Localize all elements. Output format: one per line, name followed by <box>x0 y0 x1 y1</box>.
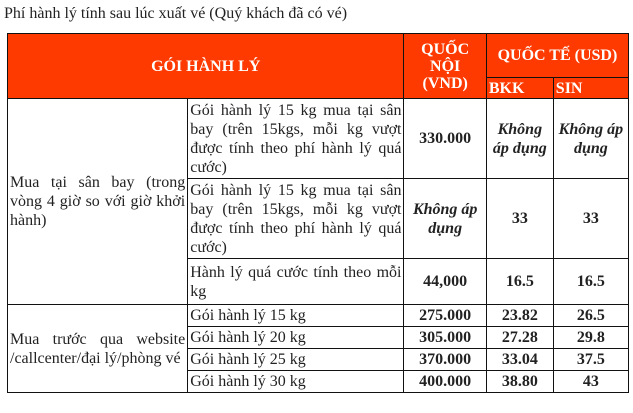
baggage-fee-table <box>7 33 629 393</box>
price-sin: 33 <box>553 179 628 259</box>
price-vnd: 44,000 <box>404 259 486 305</box>
group-label: Mua tại sân bay (trong vòng 4 giờ so với giờ khởi hành) <box>8 99 188 305</box>
row-desc: Gói hành lý 30 kg <box>188 371 404 393</box>
header-package: GÓI HÀNH LÝ <box>8 34 404 99</box>
price-sin: 26.5 <box>553 305 628 327</box>
row-desc: Gói hành lý 25 kg <box>188 349 404 371</box>
row-desc: Gói hành lý 15 kg mua tại sân bay (trên 15kgs, mỗi kg vượt được tính theo phí hành lý quá cước) <box>188 179 404 259</box>
price-sin: 43 <box>553 371 628 393</box>
price-sin: 29.8 <box>553 327 628 349</box>
row-desc: Gói hành lý 15 kg <box>188 305 404 327</box>
page-title: Phí hành lý tính sau lúc xuất vé (Quý khách đã có vé) <box>4 5 348 22</box>
price-bkk: 27.28 <box>486 327 553 349</box>
header-domestic: QUỐC NỘI (VND) <box>404 34 486 99</box>
price-sin: Không áp dụng <box>553 99 628 179</box>
table-row <box>8 99 629 179</box>
header-bkk: BKK <box>486 78 553 99</box>
header-sin: SIN <box>553 78 628 99</box>
price-bkk: 38.80 <box>486 371 553 393</box>
price-bkk: 16.5 <box>486 259 553 305</box>
price-vnd: 275.000 <box>404 305 486 327</box>
price-bkk: 33 <box>486 179 553 259</box>
group-label: Mua trước qua website /callcenter/đại lý/phòng vé <box>8 305 188 393</box>
row-desc: Hành lý quá cước tính theo mỗi kg <box>188 259 404 305</box>
header-international: QUỐC TẾ (USD) <box>486 34 628 78</box>
price-vnd: 330.000 <box>404 99 486 179</box>
price-bkk: 23.82 <box>486 305 553 327</box>
price-sin: 16.5 <box>553 259 628 305</box>
table-row <box>8 305 629 327</box>
price-vnd: 370.000 <box>404 349 486 371</box>
row-desc: Gói hành lý 15 kg mua tại sân bay (trên 15kgs, mỗi kg vượt được tính theo phí hành lý quá cước) <box>188 99 404 179</box>
price-bkk: Không áp dụng <box>486 99 553 179</box>
row-desc: Gói hành lý 20 kg <box>188 327 404 349</box>
price-bkk: 33.04 <box>486 349 553 371</box>
price-vnd: 305.000 <box>404 327 486 349</box>
price-vnd: 400.000 <box>404 371 486 393</box>
price-vnd: Không áp dụng <box>404 179 486 259</box>
price-sin: 37.5 <box>553 349 628 371</box>
